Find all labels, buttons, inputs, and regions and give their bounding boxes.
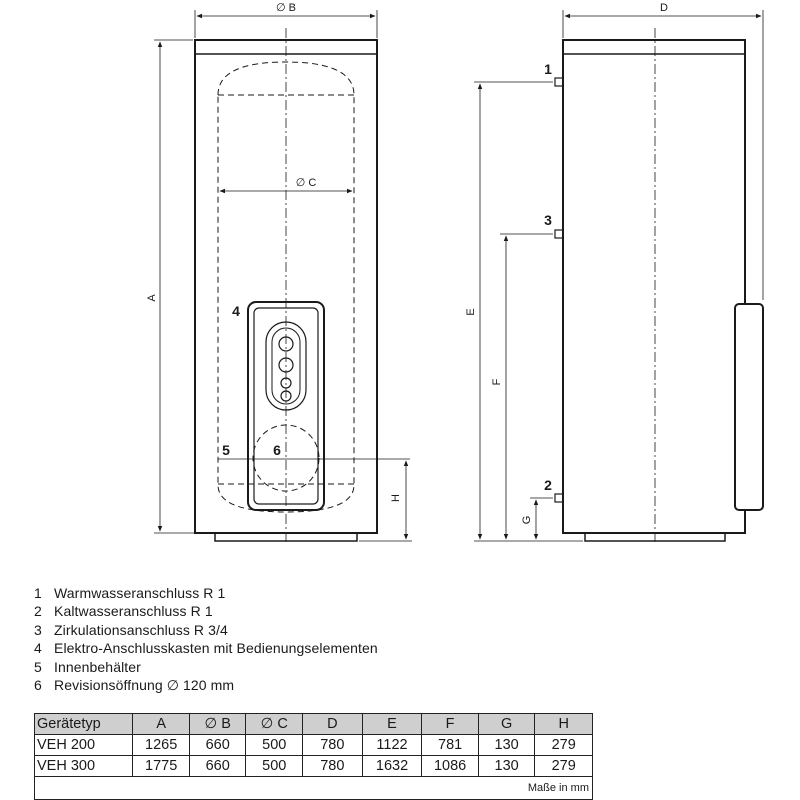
table-cell: VEH 300 — [35, 756, 133, 777]
table-header-cell: G — [478, 714, 535, 735]
table-header-cell: Gerätetyp — [35, 714, 133, 735]
table-header-row — [35, 714, 593, 735]
callout-2: 2 — [544, 477, 552, 493]
table-cell: 1775 — [133, 756, 190, 777]
connection-stub-3 — [555, 230, 563, 238]
table-cell: 1086 — [422, 756, 479, 777]
dim-f-label: F — [491, 378, 503, 386]
legend-text: Zirkulationsanschluss R 3/4 — [54, 621, 228, 638]
legend-item — [34, 584, 378, 602]
legend-num: 4 — [34, 640, 42, 657]
dim-e-label: E — [465, 308, 477, 316]
table-header-cell: ∅ B — [189, 714, 246, 735]
callout-5: 5 — [222, 442, 230, 458]
table-cell: 500 — [246, 735, 303, 756]
dimensions-table — [34, 713, 593, 800]
table-cell: 1265 — [133, 735, 190, 756]
legend-num: 6 — [34, 677, 42, 694]
table-cell: 781 — [422, 735, 479, 756]
legend-item — [34, 658, 378, 676]
dim-h-label: H — [390, 494, 402, 502]
dim-d-label: D — [660, 2, 668, 14]
table-cell: 1122 — [362, 735, 422, 756]
callout-1: 1 — [544, 61, 552, 77]
table-cell: VEH 200 — [35, 735, 133, 756]
table-cell: 279 — [535, 756, 593, 777]
callout-3: 3 — [544, 212, 552, 228]
legend-num: 1 — [34, 585, 42, 601]
table-cell: 780 — [303, 756, 363, 777]
callout-4: 4 — [232, 303, 240, 319]
legend-num: 3 — [34, 621, 42, 638]
table-cell: 130 — [478, 735, 535, 756]
units-note: Maße in mm — [35, 777, 593, 800]
legend — [34, 584, 378, 694]
dim-b-label: ∅ B — [276, 2, 296, 14]
dim-a-label: A — [146, 294, 158, 302]
table-header-cell: E — [362, 714, 422, 735]
legend-item — [34, 602, 378, 620]
table-row — [35, 735, 593, 756]
table-cell: 130 — [478, 756, 535, 777]
legend-num: 5 — [34, 658, 42, 675]
legend-text: Revisionsöffnung ∅ 120 mm — [54, 677, 235, 694]
table-header-cell: A — [133, 714, 190, 735]
dim-c-label: ∅ C — [295, 177, 317, 189]
side-body-outline — [563, 40, 745, 533]
legend-num: 2 — [34, 603, 42, 620]
table-cell: 1632 — [362, 756, 422, 777]
callout-6: 6 — [273, 442, 281, 458]
dim-g-label: G — [521, 515, 533, 525]
table-cell: 500 — [246, 756, 303, 777]
table-cell: 780 — [303, 735, 363, 756]
connection-stub-2 — [555, 494, 563, 502]
table-cell: 279 — [535, 735, 593, 756]
table-cell: 660 — [189, 756, 246, 777]
legend-item — [34, 621, 378, 639]
table-header-cell: ∅ C — [246, 714, 303, 735]
legend-text: Elektro-Anschlusskasten mit Bedienungselementen — [54, 640, 378, 657]
table-header-cell: H — [535, 714, 593, 735]
legend-item — [34, 676, 378, 694]
legend-text: Kaltwasseranschluss R 1 — [54, 603, 213, 620]
side-view — [465, 2, 763, 545]
table-cell: 660 — [189, 735, 246, 756]
legend-item — [34, 639, 378, 657]
legend-text: Warmwasseranschluss R 1 — [54, 585, 226, 601]
table-header-cell: F — [422, 714, 479, 735]
legend-text: Innenbehälter — [54, 658, 141, 675]
front-view — [146, 2, 412, 545]
side-junction-box — [735, 304, 763, 510]
table-header-cell: D — [303, 714, 363, 735]
connection-stub-1 — [555, 78, 563, 86]
table-row — [35, 756, 593, 777]
table-note-row — [35, 777, 593, 800]
